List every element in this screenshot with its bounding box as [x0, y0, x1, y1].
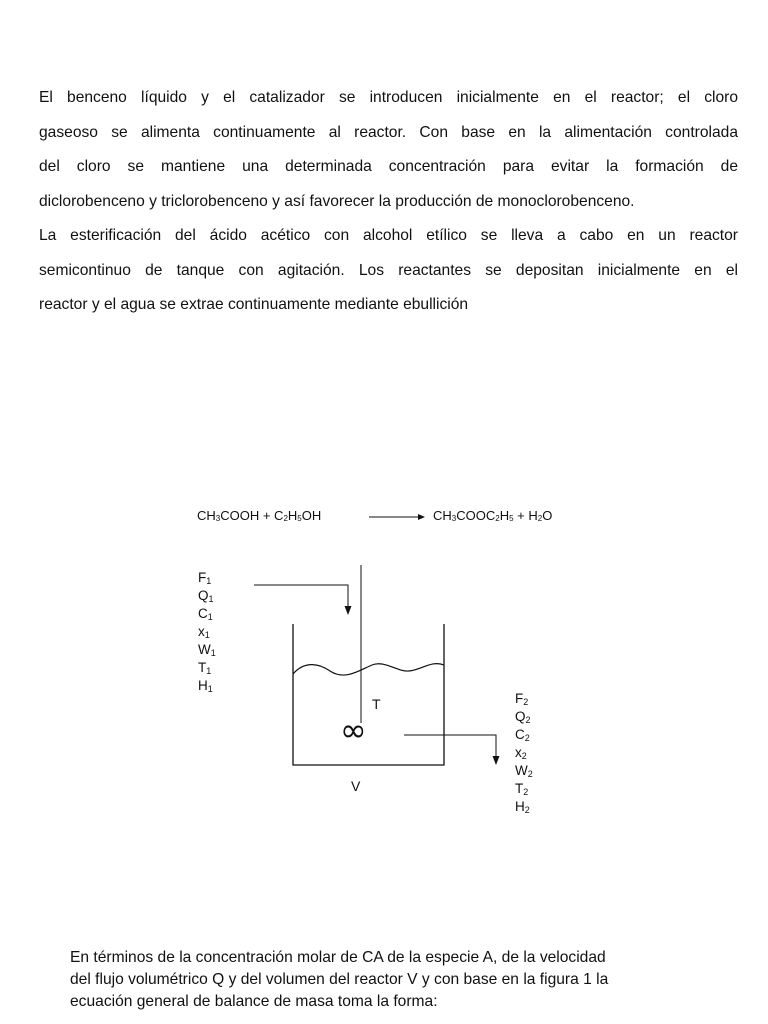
inlet-variables	[198, 569, 216, 695]
temperature-label: T	[372, 696, 381, 712]
balance-paragraph	[70, 947, 710, 1013]
outlet-var: $C_2$	[515, 727, 530, 743]
outlet-var: $T_2$	[515, 781, 529, 797]
inlet-feed-line	[254, 585, 348, 607]
agitator-icon: ∞	[340, 711, 367, 749]
paragraph-line: gaseoso se alimenta continuamente al reactor. Con base en la alimentación controlada	[39, 123, 738, 141]
outlet-var: $Q_2$	[515, 709, 531, 725]
outlet-var: $F_2$	[515, 691, 529, 707]
paragraph-line: del flujo volumétrico Q y del volumen del reactor V y con base en la figura 1 la	[70, 971, 609, 988]
outlet-arrow-head	[493, 756, 500, 765]
inlet-var: $C_1$	[198, 606, 213, 622]
paragraph-line: del cloro se mantiene una determinada concentración para evitar la formación de	[39, 158, 738, 175]
outlet-line	[404, 735, 496, 757]
inlet-arrow-head	[345, 606, 352, 615]
paragraph-line: diclorobenceno y triclorobenceno y así favorecer la producción de monoclorobenceno.	[39, 192, 635, 210]
paragraph-line: La esterificación del ácido acético con alcohol etílico se lleva a cabo en un reactor	[39, 227, 738, 244]
paragraph-line: El benceno líquido y el catalizador se introducen inicialmente en el reactor; el cloro	[39, 89, 738, 106]
volume-label: V	[351, 778, 361, 794]
formula: $CH_3COOH + C_2H_5OH$	[197, 508, 322, 523]
reactor-tank	[293, 624, 444, 765]
inlet-var: $F_1$	[198, 570, 212, 586]
outlet-var: $x_2$	[515, 745, 527, 761]
paragraph-line: semicontinuo de tanque con agitación. Los reactantes se depositan inicialmente en el	[39, 261, 738, 279]
formula: $CH_3COOC_2H_5 + H_2O$	[433, 508, 553, 523]
inlet-var: $W_1$	[198, 642, 216, 658]
paragraph-line: ecuación general de balance de masa toma la forma:	[70, 993, 438, 1010]
reaction-arrow-head	[418, 514, 425, 520]
outlet-var: $H_2$	[515, 799, 530, 815]
liquid-surface	[293, 664, 444, 675]
paragraph-line: reactor y el agua se extrae continuamente mediante ebullición	[39, 296, 469, 313]
outlet-var: $W_2$	[515, 763, 533, 779]
paragraph-line: En términos de la concentración molar de CA de la especie A, de la velocidad	[70, 949, 606, 966]
inlet-var: $H_1$	[198, 678, 213, 694]
inlet-var: $T_1$	[198, 660, 212, 676]
inlet-var: $Q_1$	[198, 588, 214, 604]
inlet-var: $x_1$	[198, 624, 210, 640]
outlet-variables	[515, 690, 533, 816]
